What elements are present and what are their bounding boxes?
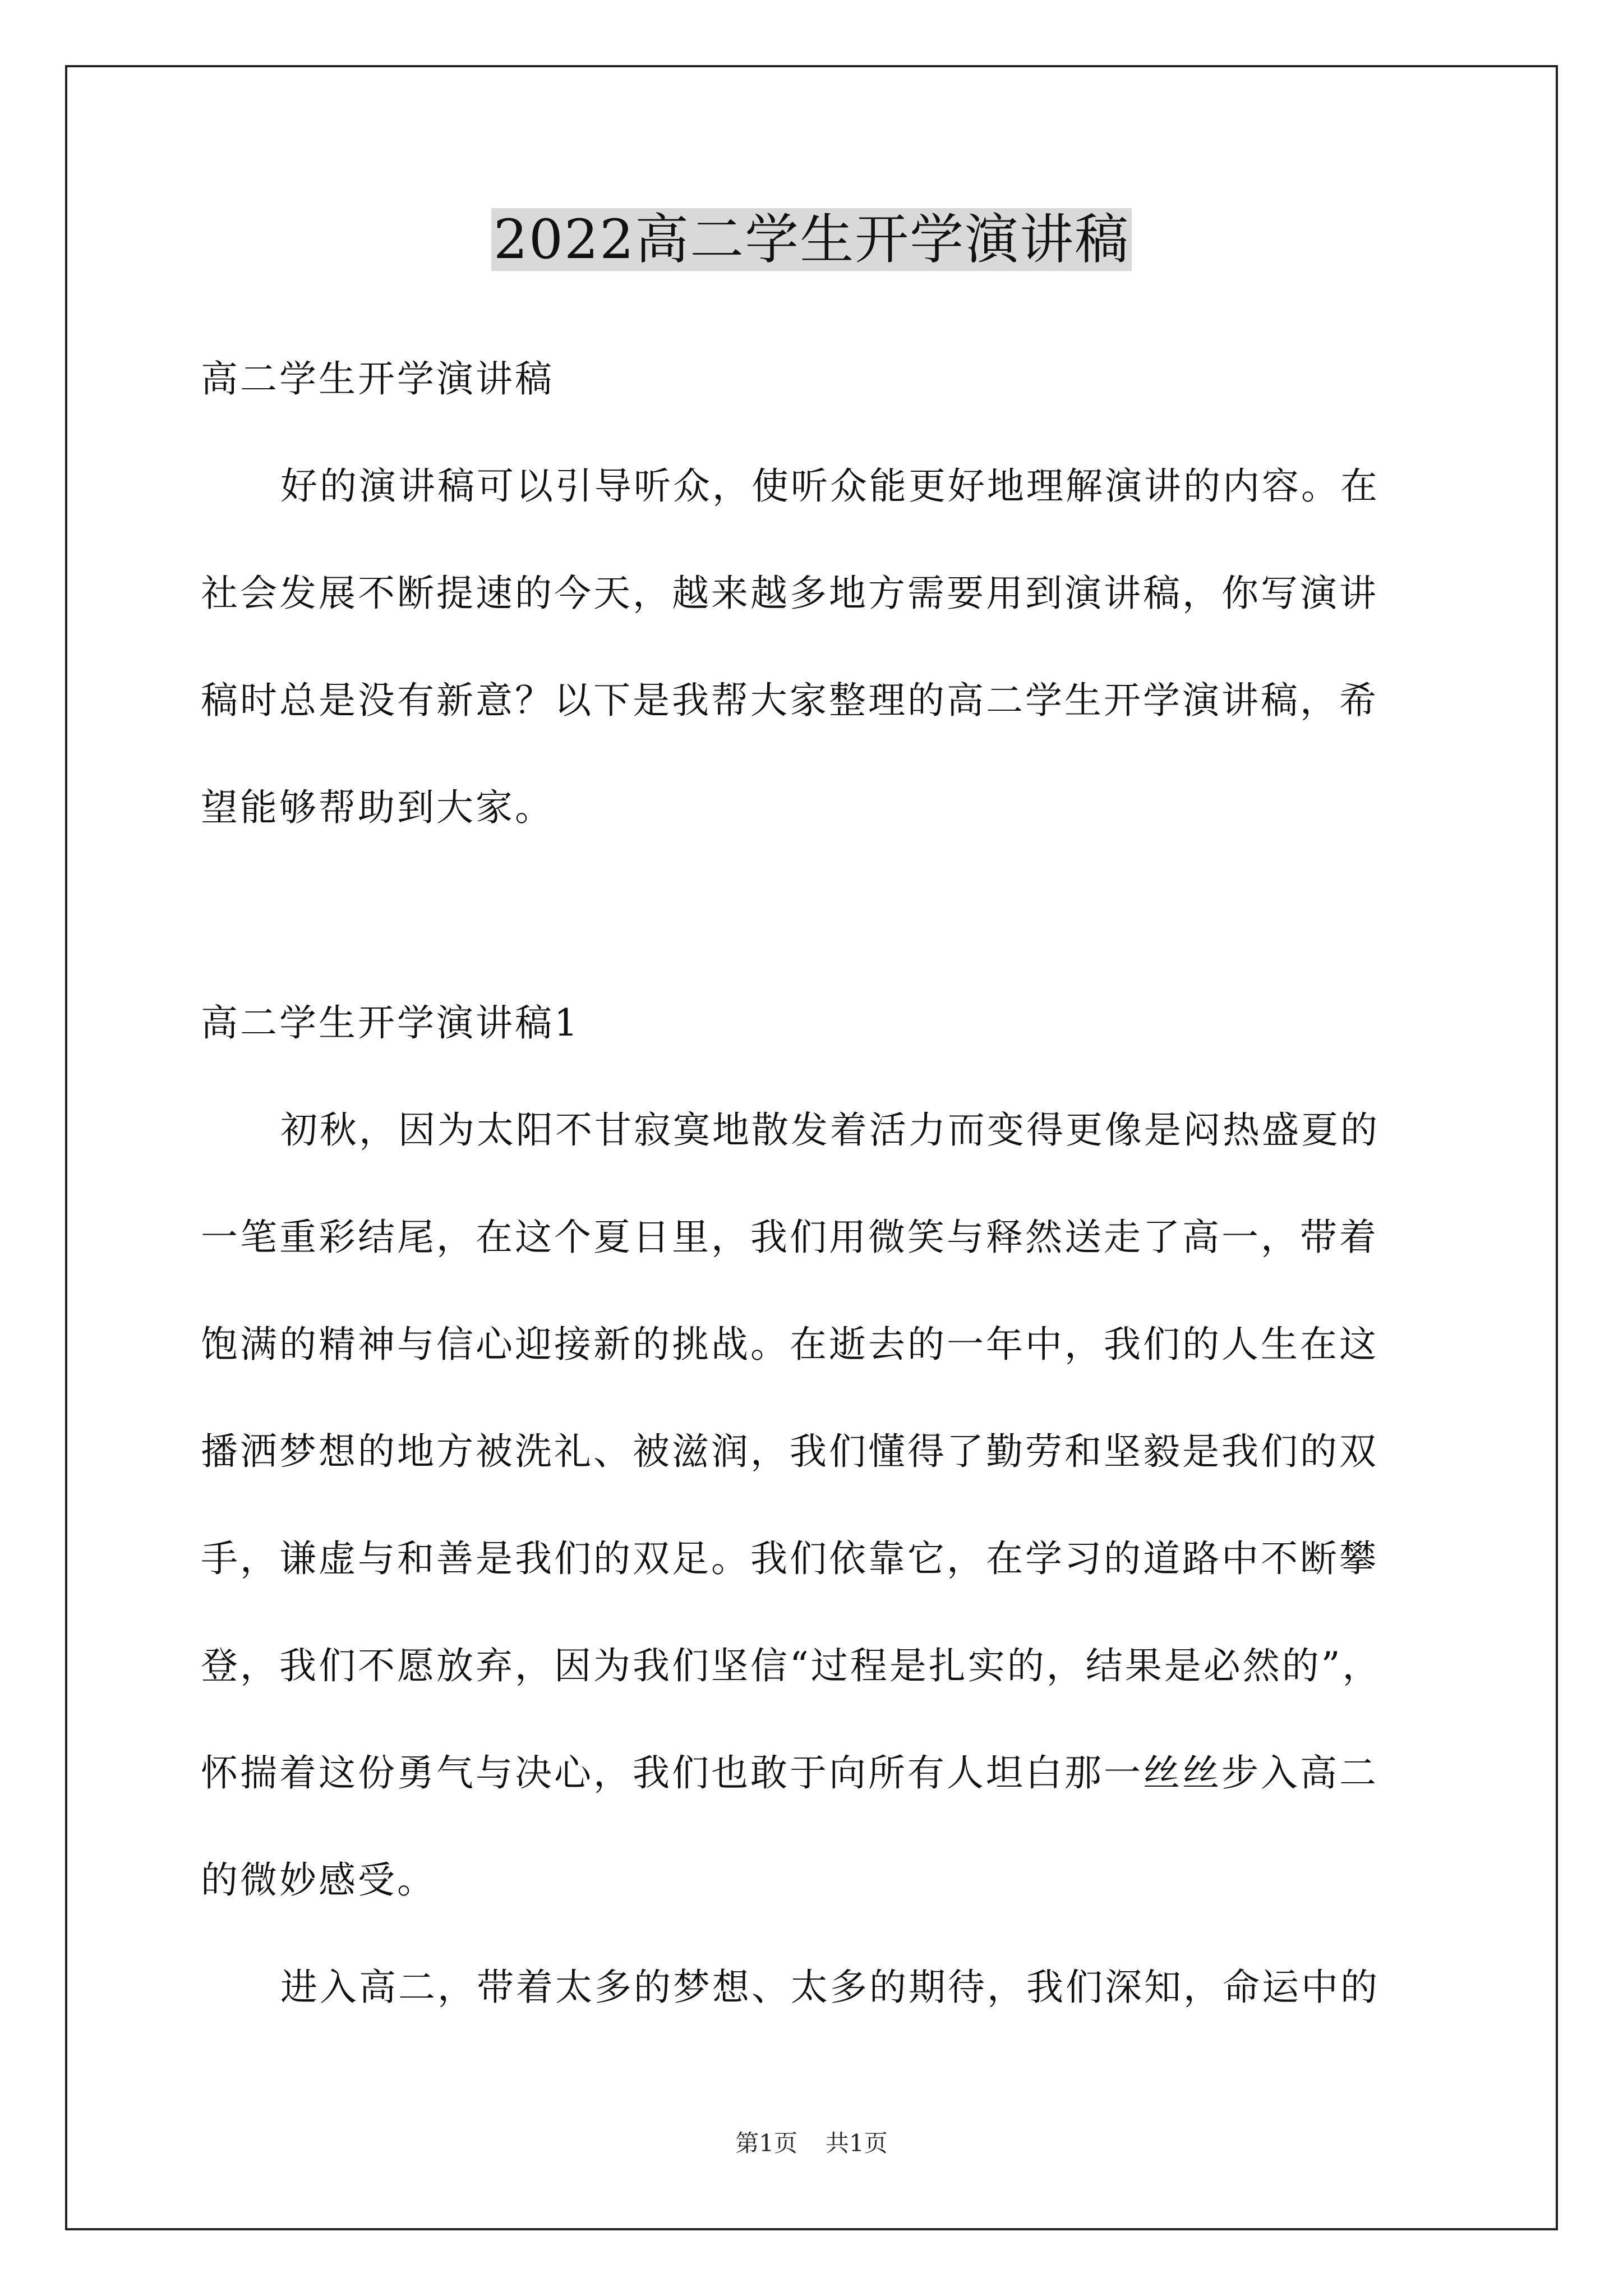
intro-line: 社会发展不断提速的今天，越来越多地方需要用到演讲稿，你写演讲: [201, 572, 1378, 615]
paragraph1-line: 饱满的精神与信心迎接新的挑战。在逝去的一年中，我们的人生在这: [201, 1323, 1378, 1366]
paragraph1-line: 登，我们不愿放弃，因为我们坚信“过程是扎实的，结果是必然的”，: [201, 1644, 1382, 1687]
paragraph1-line: 的微妙感受。: [201, 1858, 436, 1902]
document-subtitle: 高二学生开学演讲稿: [201, 357, 554, 401]
paragraph1-line: 初秋，因为太阳不甘寂寞地散发着活力而变得更像是闷热盛夏的: [280, 1108, 1380, 1152]
paragraph1-line: 一笔重彩结尾，在这个夏日里，我们用微笑与释然送走了高一，带着: [201, 1216, 1378, 1259]
intro-line: 好的演讲稿可以引导听众，使听众能更好地理解演讲的内容。在: [280, 464, 1380, 508]
paragraph1-line: 播洒梦想的地方被洗礼、被滋润，我们懂得了勤劳和坚毅是我们的双: [201, 1430, 1378, 1473]
intro-line: 望能够帮助到大家。: [201, 786, 554, 829]
page-number: 第1页: [735, 2129, 797, 2157]
section-heading: 高二学生开学演讲稿1: [201, 1001, 580, 1045]
page-footer: [0, 2128, 1623, 2159]
intro-line: 稿时总是没有新意？以下是我帮大家整理的高二学生开学演讲稿，希: [201, 679, 1378, 722]
paragraph2-line: 进入高二，带着太多的梦想、太多的期待，我们深知，命运中的: [280, 1966, 1380, 2009]
document-title: [0, 203, 1623, 276]
document-title-text: 2022高二学生开学演讲稿: [491, 208, 1132, 271]
paragraph1-line: 怀揣着这份勇气与决心，我们也敢于向所有人坦白那一丝丝步入高二: [201, 1751, 1378, 1795]
paragraph1-line: 手，谦虚与和善是我们的双足。我们依靠它，在学习的道路中不断攀: [201, 1537, 1378, 1580]
page-total: 共1页: [826, 2129, 888, 2157]
